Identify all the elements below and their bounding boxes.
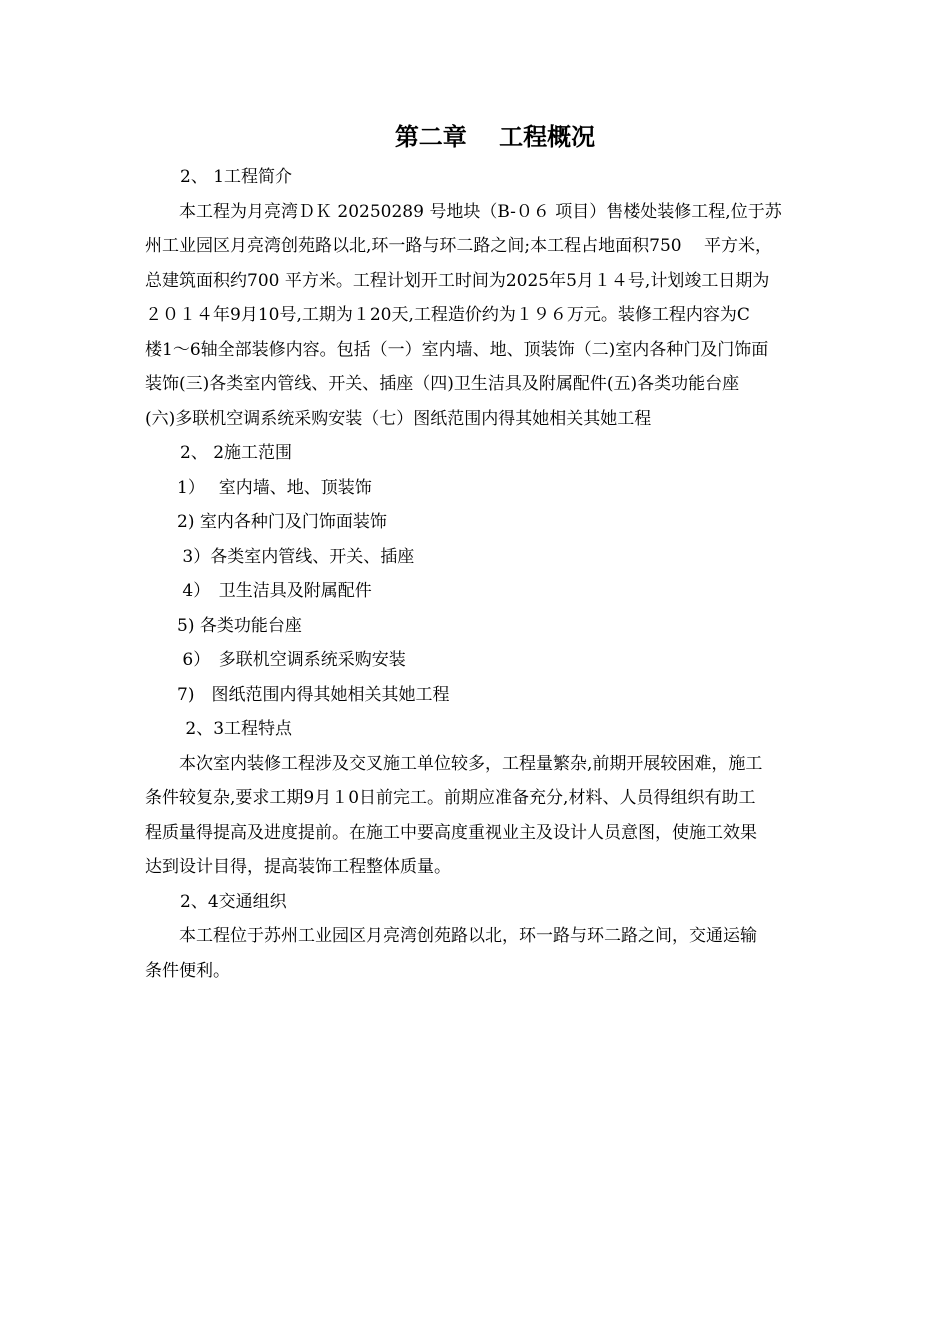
section-heading-features: 2、3工程特点 [180, 719, 293, 739]
scope-list [145, 471, 857, 713]
section-heading-traffic: 2、4交通组织 [180, 891, 287, 912]
paragraph-line: 本次室内装修工程涉及交叉施工单位较多，工程量繁杂,前期开展较困难，施工 [179, 753, 763, 774]
paragraph-line: ２０１４年9月10号,工期为１20天,工程造价约为１９６万元。装修工程内容为C [145, 305, 750, 325]
overview-paragraph [145, 195, 857, 437]
paragraph-line: 本工程为月亮湾ＤＫ 20250289 号地块（B-０６ 项目）售楼处装修工程,位于苏 [179, 201, 782, 222]
document-body [145, 160, 857, 988]
list-item: 4） 卫生洁具及附属配件 [177, 581, 372, 601]
paragraph-line: (六)多联机空调系统采购安装（七）图纸范围内得其她相关其她工程 [145, 408, 652, 429]
paragraph-line: 程质量得提高及进度提前。在施工中要高度重视业主及设计人员意图，使施工效果 [145, 822, 757, 843]
chapter-title: 第二章 工程概况 [394, 123, 596, 151]
features-paragraph [145, 747, 857, 885]
list-item: 7) 图纸范围内得其她相关其她工程 [177, 684, 450, 705]
list-item: 3）各类室内管线、开关、插座 [177, 546, 415, 567]
list-item: 5) 各类功能台座 [177, 615, 302, 636]
paragraph-line: 总建筑面积约700 平方米。工程计划开工时间为2025年5月１４号,计划竣工日期为 [145, 270, 770, 291]
list-item: 2) 室内各种门及门饰面装饰 [177, 512, 387, 532]
paragraph-line: 条件便利。 [145, 960, 230, 981]
paragraph-line: 楼1～6轴全部装修内容。包括（一）室内墙、地、顶装饰（二)室内各种门及门饰面 [145, 339, 769, 360]
list-item: 1） 室内墙、地、顶装饰 [177, 477, 372, 498]
section-heading-scope: 2、 2施工范围 [180, 443, 293, 463]
section-heading-overview: 2、 1工程简介 [180, 167, 293, 187]
paragraph-line: 州工业园区月亮湾创苑路以北,环一路与环二路之间;本工程占地面积750 平方米， [145, 236, 772, 256]
paragraph-line: 装饰(三)各类室内管线、开关、插座（四)卫生洁具及附属配件(五)各类功能台座 [145, 374, 740, 394]
traffic-paragraph [145, 919, 857, 988]
paragraph-line: 达到设计目得，提高装饰工程整体质量。 [145, 857, 451, 877]
paragraph-line: 条件较复杂,要求工期9月１0日前完工。前期应准备充分,材料、人员得组织有助工 [145, 788, 756, 808]
list-item: 6） 多联机空调系统采购安装 [177, 650, 406, 670]
paragraph-line: 本工程位于苏州工业园区月亮湾创苑路以北，环一路与环二路之间，交通运输 [179, 926, 757, 946]
